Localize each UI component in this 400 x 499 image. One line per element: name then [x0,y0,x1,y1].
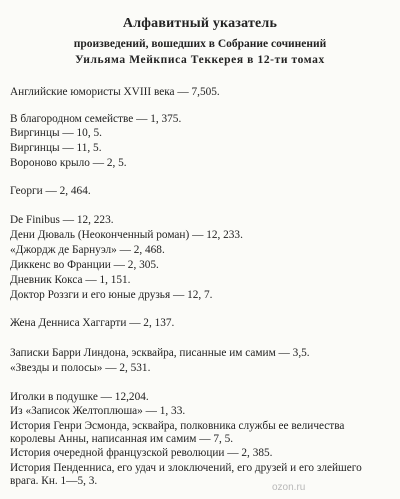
index-entry: Георги — 2, 464. [10,185,91,197]
index-entry: Дневник Кокса — 1, 151. [10,274,131,286]
index-entry: «Джордж де Барнуэл» — 2, 468. [10,244,165,256]
index-entry: Диккенс во Франции — 2, 305. [10,259,159,271]
index-entry: De Finibus — 12, 223. [10,214,114,226]
index-entry: Записки Барри Линдона, эсквайра, писанные им самим — 3,5. [10,347,310,359]
index-entry: В благородном семействе — 1, 375. [10,113,182,125]
index-subtitle-line2: Уильяма Мейкписа Теккерея в 12-ти томах [75,54,325,66]
watermark: ozon.ru [272,482,306,493]
index-entry: Виргинцы — 11, 5. [10,142,102,154]
index-entry: Виргинцы — 10, 5. [10,127,102,139]
index-entry: История Генри Эсмонда, эсквайра, полковника службы ее величества королевы Анны, написанная им самим — 7, 5. [10,420,345,445]
index-entry: Иголки в подушке — 12,204. [10,391,149,403]
index-entry: История очередной французской революции — 2, 385. [10,447,273,459]
index-entry: Вороново крыло — 2, 5. [10,157,127,169]
index-subtitle-line1: произведений, вошедших в Собрание сочинений [73,38,327,50]
index-entry: Жена Денниса Хаггарти — 2, 137. [10,317,175,329]
index-entry: Английские юмористы XVIII века — 7,505. [10,86,220,98]
index-entry: История Пенденниса, его удач и злоключений, его друзей и его злейшего врага. Кн. 1—5, 3. [10,462,362,487]
index-entry: Из «Записок Желтоплюша» — 1, 33. [10,405,186,417]
index-entry: «Звезды и полосы» — 2, 531. [10,362,151,374]
index-entry: Дени Дюваль (Неоконченный роман) — 12, 233. [10,229,243,241]
index-title: Алфавитный указатель [122,16,278,31]
index-entry: Доктор Роззги и его юные друзья — 12, 7. [10,289,213,301]
